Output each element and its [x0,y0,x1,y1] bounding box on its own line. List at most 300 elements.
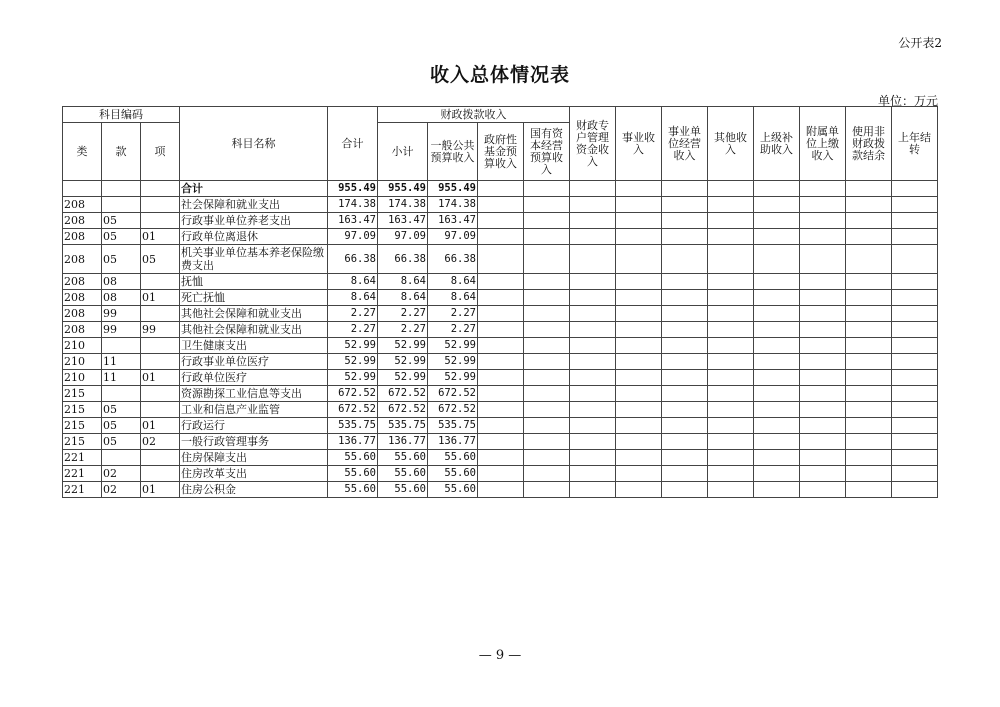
cell-name: 行政事业单位养老支出 [180,213,328,229]
table-row [63,402,938,418]
cell-empty [524,434,570,450]
cell-general-budget: 66.38 [428,245,478,274]
table-row [63,197,938,213]
cell-empty [708,418,754,434]
cell-empty [754,434,800,450]
cell-name: 资源勘探工业信息等支出 [180,386,328,402]
cell-empty [616,370,662,386]
cell-empty [662,338,708,354]
cell-empty [570,290,616,306]
cell-empty [478,274,524,290]
cell-empty [892,434,938,450]
cell-empty [754,338,800,354]
cell-total: 136.77 [328,434,378,450]
table-row [63,418,938,434]
cell-total: 955.49 [328,181,378,197]
cell-total: 52.99 [328,354,378,370]
cell-xiang: 01 [141,229,180,245]
cell-kuan: 08 [102,274,141,290]
cell-total: 8.64 [328,274,378,290]
cell-name: 卫生健康支出 [180,338,328,354]
cell-kuan: 05 [102,229,141,245]
cell-subtotal: 672.52 [378,402,428,418]
cell-xiang: 02 [141,434,180,450]
cell-empty [892,402,938,418]
cell-empty [478,338,524,354]
header-lei: 类 [63,123,102,181]
cell-empty [800,306,846,322]
cell-empty [570,338,616,354]
cell-empty [892,274,938,290]
cell-empty [524,197,570,213]
cell-total: 2.27 [328,306,378,322]
cell-empty [478,466,524,482]
cell-xiang [141,338,180,354]
cell-empty [662,466,708,482]
cell-empty [800,290,846,306]
header-operating-income: 事业单位经营收入 [662,107,708,181]
cell-general-budget: 535.75 [428,418,478,434]
cell-general-budget: 955.49 [428,181,478,197]
cell-xiang [141,213,180,229]
cell-empty [524,229,570,245]
cell-lei: 208 [63,229,102,245]
cell-empty [754,402,800,418]
cell-empty [524,245,570,274]
table-row [63,290,938,306]
cell-empty [616,482,662,498]
cell-empty [524,450,570,466]
cell-xiang: 99 [141,322,180,338]
cell-empty [524,322,570,338]
cell-empty [662,450,708,466]
cell-general-budget: 97.09 [428,229,478,245]
cell-empty [478,306,524,322]
cell-lei: 210 [63,354,102,370]
cell-subtotal: 52.99 [378,338,428,354]
cell-name: 死亡抚恤 [180,290,328,306]
cell-general-budget: 52.99 [428,354,478,370]
cell-empty [478,290,524,306]
cell-empty [846,450,892,466]
cell-empty [892,482,938,498]
cell-kuan: 99 [102,306,141,322]
cell-empty [708,245,754,274]
cell-empty [616,274,662,290]
cell-subtotal: 136.77 [378,434,428,450]
cell-empty [800,354,846,370]
cell-general-budget: 8.64 [428,290,478,306]
header-subtotal: 小计 [378,123,428,181]
cell-empty [846,229,892,245]
header-special-account: 财政专户管理资金收入 [570,107,616,181]
cell-empty [662,354,708,370]
cell-subtotal: 66.38 [378,245,428,274]
cell-empty [570,434,616,450]
table-number-label: 公开表2 [898,36,942,50]
header-superior-subsidy: 上级补助收入 [754,107,800,181]
cell-total: 55.60 [328,466,378,482]
cell-name: 行政单位医疗 [180,370,328,386]
cell-xiang [141,354,180,370]
cell-empty [846,386,892,402]
cell-empty [662,370,708,386]
cell-total: 52.99 [328,338,378,354]
table-row [63,354,938,370]
cell-empty [708,229,754,245]
cell-empty [524,274,570,290]
cell-empty [616,434,662,450]
cell-lei: 208 [63,306,102,322]
table-row [63,434,938,450]
header-subject-name: 科目名称 [180,107,328,181]
cell-total: 672.52 [328,386,378,402]
cell-empty [754,370,800,386]
cell-empty [662,386,708,402]
cell-empty [478,213,524,229]
cell-empty [892,450,938,466]
cell-empty [662,245,708,274]
cell-empty [478,229,524,245]
cell-empty [616,338,662,354]
cell-empty [616,213,662,229]
cell-lei: 208 [63,245,102,274]
cell-empty [708,306,754,322]
cell-empty [754,322,800,338]
cell-empty [892,354,938,370]
cell-empty [616,354,662,370]
cell-empty [754,274,800,290]
cell-empty [846,370,892,386]
cell-empty [524,418,570,434]
cell-subtotal: 55.60 [378,482,428,498]
cell-empty [800,245,846,274]
cell-empty [524,213,570,229]
cell-empty [892,418,938,434]
page-title: 收入总体情况表 [429,64,570,86]
cell-empty [662,290,708,306]
cell-xiang: 01 [141,418,180,434]
cell-xiang: 05 [141,245,180,274]
cell-xiang [141,466,180,482]
cell-empty [570,370,616,386]
cell-empty [708,482,754,498]
cell-empty [754,197,800,213]
cell-empty [892,213,938,229]
cell-empty [662,402,708,418]
cell-xiang [141,450,180,466]
cell-kuan: 08 [102,290,141,306]
cell-empty [892,245,938,274]
cell-subtotal: 8.64 [378,290,428,306]
cell-xiang: 01 [141,482,180,498]
cell-empty [800,274,846,290]
header-last-year-carryover: 上年结转 [892,107,938,181]
cell-empty [708,290,754,306]
cell-empty [800,402,846,418]
cell-empty [754,386,800,402]
cell-name: 合计 [180,181,328,197]
cell-empty [478,434,524,450]
cell-lei [63,181,102,197]
cell-empty [754,229,800,245]
cell-xiang [141,306,180,322]
cell-subtotal: 174.38 [378,197,428,213]
cell-empty [846,290,892,306]
cell-empty [662,418,708,434]
cell-subtotal: 97.09 [378,229,428,245]
cell-empty [800,370,846,386]
cell-empty [846,306,892,322]
cell-empty [708,466,754,482]
cell-empty [892,370,938,386]
cell-empty [800,434,846,450]
cell-lei: 208 [63,274,102,290]
cell-empty [524,386,570,402]
cell-empty [524,482,570,498]
cell-xiang [141,402,180,418]
cell-empty [892,322,938,338]
cell-name: 行政单位离退休 [180,229,328,245]
cell-lei: 208 [63,213,102,229]
cell-general-budget: 55.60 [428,450,478,466]
cell-empty [478,418,524,434]
cell-empty [754,450,800,466]
cell-empty [616,306,662,322]
cell-empty [570,274,616,290]
cell-empty [662,274,708,290]
cell-general-budget: 2.27 [428,306,478,322]
cell-empty [846,466,892,482]
cell-empty [754,354,800,370]
cell-xiang: 01 [141,290,180,306]
cell-subtotal: 55.60 [378,466,428,482]
cell-general-budget: 55.60 [428,466,478,482]
cell-empty [478,482,524,498]
header-non-fiscal-balance: 使用非财政拨款结余 [846,107,892,181]
cell-empty [800,197,846,213]
cell-empty [524,402,570,418]
header-gov-fund: 政府性基金预算收入 [478,123,524,181]
cell-lei: 221 [63,450,102,466]
cell-empty [754,213,800,229]
cell-empty [616,466,662,482]
cell-empty [846,197,892,213]
unit-label: 单位：万元 [877,94,938,108]
cell-empty [846,354,892,370]
cell-empty [800,322,846,338]
cell-general-budget: 8.64 [428,274,478,290]
cell-empty [892,386,938,402]
cell-empty [846,274,892,290]
table-row [63,386,938,402]
cell-empty [846,434,892,450]
cell-empty [524,290,570,306]
cell-kuan: 02 [102,482,141,498]
cell-kuan: 02 [102,466,141,482]
header-fiscal-allocation: 财政拨款收入 [378,107,570,123]
cell-empty [892,306,938,322]
cell-general-budget: 136.77 [428,434,478,450]
cell-subtotal: 672.52 [378,386,428,402]
cell-name: 一般行政管理事务 [180,434,328,450]
table-row [63,245,938,274]
cell-total: 55.60 [328,482,378,498]
cell-empty [570,402,616,418]
cell-empty [524,354,570,370]
cell-empty [708,450,754,466]
cell-empty [892,466,938,482]
cell-empty [616,386,662,402]
cell-general-budget: 55.60 [428,482,478,498]
cell-empty [800,450,846,466]
cell-empty [846,418,892,434]
cell-name: 其他社会保障和就业支出 [180,306,328,322]
header-general-budget: 一般公共预算收入 [428,123,478,181]
cell-empty [754,245,800,274]
cell-general-budget: 2.27 [428,322,478,338]
table-row [63,229,938,245]
cell-empty [754,306,800,322]
cell-empty [708,322,754,338]
cell-kuan [102,338,141,354]
cell-empty [570,354,616,370]
cell-empty [708,213,754,229]
cell-empty [846,402,892,418]
cell-lei: 210 [63,370,102,386]
cell-empty [478,245,524,274]
cell-empty [524,306,570,322]
cell-empty [570,482,616,498]
cell-subtotal: 163.47 [378,213,428,229]
cell-empty [570,229,616,245]
cell-total: 174.38 [328,197,378,213]
cell-empty [570,197,616,213]
cell-kuan [102,197,141,213]
cell-lei: 208 [63,290,102,306]
cell-empty [662,197,708,213]
table-row [63,466,938,482]
cell-empty [800,213,846,229]
cell-empty [478,197,524,213]
cell-empty [846,245,892,274]
table-row [63,370,938,386]
cell-general-budget: 174.38 [428,197,478,213]
cell-empty [524,466,570,482]
cell-lei: 208 [63,197,102,213]
cell-empty [662,482,708,498]
cell-empty [478,402,524,418]
cell-subtotal: 52.99 [378,354,428,370]
cell-lei: 215 [63,434,102,450]
cell-empty [800,482,846,498]
cell-subtotal: 535.75 [378,418,428,434]
cell-empty [662,322,708,338]
cell-kuan: 99 [102,322,141,338]
cell-xiang [141,386,180,402]
cell-empty [662,229,708,245]
cell-total: 55.60 [328,450,378,466]
cell-empty [524,338,570,354]
cell-total: 2.27 [328,322,378,338]
cell-lei: 210 [63,338,102,354]
cell-general-budget: 52.99 [428,370,478,386]
cell-empty [846,213,892,229]
cell-empty [616,229,662,245]
cell-kuan: 11 [102,370,141,386]
cell-name: 行政运行 [180,418,328,434]
cell-xiang [141,181,180,197]
table-row [63,322,938,338]
cell-empty [708,354,754,370]
cell-kuan [102,386,141,402]
header-xiang: 项 [141,123,180,181]
header-total: 合计 [328,107,378,181]
cell-empty [662,434,708,450]
cell-empty [892,229,938,245]
cell-subtotal: 55.60 [378,450,428,466]
cell-name: 住房保障支出 [180,450,328,466]
total-row [63,181,938,197]
cell-empty [616,322,662,338]
cell-empty [708,386,754,402]
header-subject-code: 科目编码 [63,107,180,123]
cell-xiang: 01 [141,370,180,386]
cell-name: 其他社会保障和就业支出 [180,322,328,338]
cell-total: 66.38 [328,245,378,274]
table-row [63,338,938,354]
cell-empty [892,290,938,306]
cell-empty [892,197,938,213]
cell-empty [662,306,708,322]
table-row [63,213,938,229]
cell-empty [570,450,616,466]
header-other-income: 其他收入 [708,107,754,181]
cell-empty [478,370,524,386]
cell-name: 住房改革支出 [180,466,328,482]
cell-kuan [102,181,141,197]
cell-empty [754,418,800,434]
cell-empty [800,466,846,482]
cell-name: 行政事业单位医疗 [180,354,328,370]
cell-empty [708,274,754,290]
cell-lei: 215 [63,418,102,434]
cell-empty [616,402,662,418]
cell-empty [570,418,616,434]
table-row [63,306,938,322]
cell-empty [478,450,524,466]
cell-name: 机关事业单位基本养老保险缴费支出 [180,245,328,274]
table-row [63,482,938,498]
cell-kuan [102,450,141,466]
cell-empty [800,338,846,354]
cell-empty [616,197,662,213]
income-table [62,106,938,498]
cell-empty [616,450,662,466]
page-number: — 9 — [478,648,522,663]
cell-empty [800,386,846,402]
cell-empty [846,322,892,338]
cell-empty [478,322,524,338]
header-kuan: 款 [102,123,141,181]
cell-kuan: 11 [102,354,141,370]
cell-name: 抚恤 [180,274,328,290]
cell-empty [708,402,754,418]
cell-empty [570,466,616,482]
cell-name: 工业和信息产业监管 [180,402,328,418]
cell-empty [754,290,800,306]
table-row [63,274,938,290]
